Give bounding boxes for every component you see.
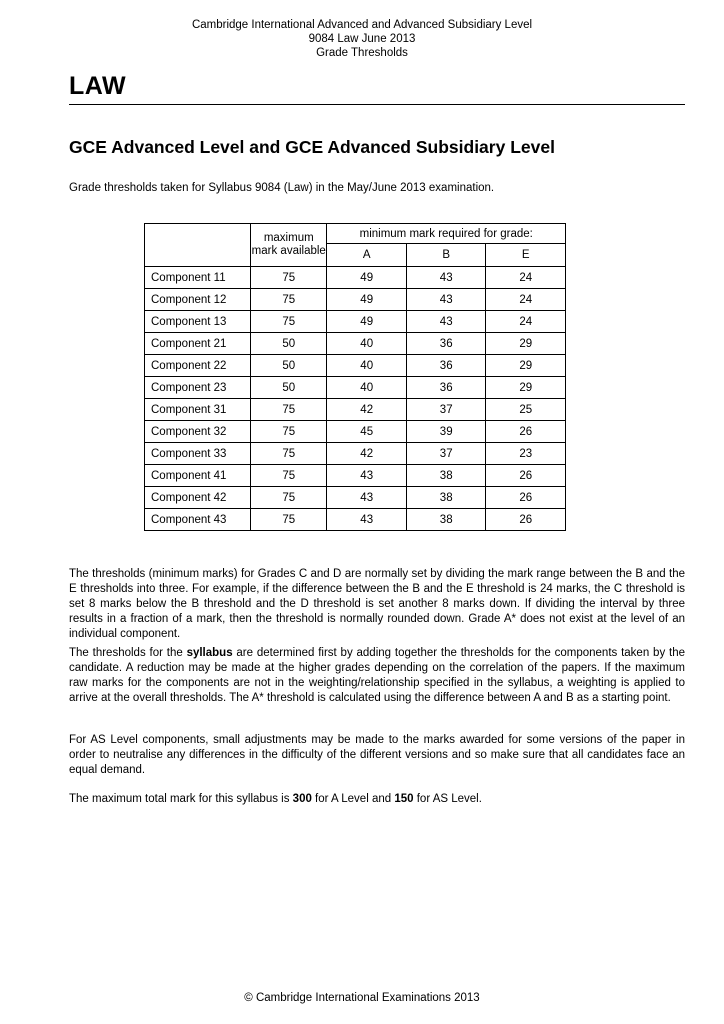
grade-a-cell: 49 — [327, 289, 407, 311]
grade-b-cell: 43 — [406, 267, 486, 289]
table-row — [145, 267, 566, 289]
header-line-3: Grade Thresholds — [316, 47, 408, 59]
grade-b-cell: 37 — [406, 399, 486, 421]
p4-text-3: for AS Level. — [413, 793, 482, 805]
component-cell: Component 12 — [145, 289, 251, 311]
max-mark-cell: 75 — [251, 267, 327, 289]
max-mark-cell: 75 — [251, 289, 327, 311]
grade-b-cell: 36 — [406, 333, 486, 355]
grade-a-cell: 40 — [327, 377, 407, 399]
grade-a-cell: 43 — [327, 487, 407, 509]
header-line-2: 9084 Law June 2013 — [308, 33, 416, 45]
subject-title: LAW — [69, 72, 127, 100]
grade-thresholds-table — [144, 223, 566, 531]
header-divider — [69, 104, 685, 105]
grade-e-cell: 25 — [486, 399, 566, 421]
grade-e-cell: 24 — [486, 289, 566, 311]
p4-text-2: for A Level and — [311, 793, 395, 805]
table-corner-cell — [145, 224, 251, 267]
grade-e-cell: 24 — [486, 267, 566, 289]
table-row — [145, 443, 566, 465]
grade-a-cell: 49 — [327, 267, 407, 289]
grade-e-cell: 29 — [486, 377, 566, 399]
component-cell: Component 41 — [145, 465, 251, 487]
p2-text-2: are determined first by adding together the thresholds for the components taken by the candidate. A reduction may be made at the higher grades depending on the correlation of the papers. If the maximum raw marks for the components are not in the weighting/relationship specified in the syllabus, a weighting is applied to arrive at the overall thresholds. The A* threshold is calculated using the difference between A and B as a starting point. — [69, 647, 685, 704]
copyright-footer: © Cambridge International Examinations 2013 — [244, 992, 480, 1004]
max-mark-cell: 75 — [251, 465, 327, 487]
paragraph-syllabus-thresholds — [69, 646, 685, 706]
max-mark-cell: 75 — [251, 487, 327, 509]
grade-a-header: A — [327, 244, 407, 267]
p2-bold-syllabus: syllabus — [186, 647, 233, 659]
max-mark-cell: 75 — [251, 311, 327, 333]
table-row — [145, 311, 566, 333]
grade-a-cell: 49 — [327, 311, 407, 333]
component-cell: Component 22 — [145, 355, 251, 377]
max-mark-cell: 75 — [251, 421, 327, 443]
intro-text: Grade thresholds taken for Syllabus 9084 (Law) in the May/June 2013 examination. — [69, 182, 495, 194]
max-mark-cell: 50 — [251, 355, 327, 377]
component-cell: Component 11 — [145, 267, 251, 289]
table-row — [145, 377, 566, 399]
component-cell: Component 43 — [145, 509, 251, 531]
component-cell: Component 23 — [145, 377, 251, 399]
component-cell: Component 31 — [145, 399, 251, 421]
grade-a-cell: 40 — [327, 333, 407, 355]
table-row — [145, 487, 566, 509]
table-row — [145, 421, 566, 443]
component-cell: Component 33 — [145, 443, 251, 465]
p4-as-level-max: 150 — [394, 793, 414, 805]
grade-b-cell: 38 — [406, 487, 486, 509]
grade-b-cell: 36 — [406, 377, 486, 399]
p4-a-level-max: 300 — [292, 793, 312, 805]
paragraph-as-level: For AS Level components, small adjustments may be made to the marks awarded for some versions of the paper in order to neutralise any differences in the difficulty of the different versions and so make sure that all candidates face an equal demand. — [69, 734, 685, 776]
component-cell: Component 32 — [145, 421, 251, 443]
paragraph-c-d-thresholds: The thresholds (minimum marks) for Grades C and D are normally set by dividing the mark range between the B and the E thresholds into three. For example, if the difference between the B and the E threshold is 24 marks, the C threshold is set 8 marks below the B threshold and the D threshold is set another 8 marks down. If dividing the interval by three results in a fraction of a mark, then the threshold is normally rounded down. Grade A* does not exist at the level of an individual component. — [69, 568, 685, 640]
max-mark-cell: 50 — [251, 377, 327, 399]
grade-e-header: E — [486, 244, 566, 267]
table-row — [145, 465, 566, 487]
max-mark-cell: 75 — [251, 509, 327, 531]
grade-a-cell: 40 — [327, 355, 407, 377]
component-cell: Component 13 — [145, 311, 251, 333]
table-row — [145, 289, 566, 311]
grade-b-cell: 43 — [406, 289, 486, 311]
grade-e-cell: 26 — [486, 487, 566, 509]
grade-e-cell: 26 — [486, 509, 566, 531]
max-mark-cell: 75 — [251, 443, 327, 465]
grade-e-cell: 23 — [486, 443, 566, 465]
grade-e-cell: 24 — [486, 311, 566, 333]
grade-b-cell: 36 — [406, 355, 486, 377]
p4-text-1: The maximum total mark for this syllabus is — [69, 793, 293, 805]
header-line-1: Cambridge International Advanced and Advanced Subsidiary Level — [191, 19, 533, 31]
grade-e-cell: 29 — [486, 355, 566, 377]
grade-b-cell: 38 — [406, 465, 486, 487]
grade-a-cell: 43 — [327, 509, 407, 531]
grade-a-cell: 43 — [327, 465, 407, 487]
grade-b-cell: 38 — [406, 509, 486, 531]
p2-text-1: The thresholds for the — [69, 647, 187, 659]
grade-b-header: B — [406, 244, 486, 267]
grade-a-cell: 42 — [327, 443, 407, 465]
grade-b-cell: 39 — [406, 421, 486, 443]
max-mark-cell: 50 — [251, 333, 327, 355]
table-row — [145, 509, 566, 531]
page-heading: GCE Advanced Level and GCE Advanced Subsidiary Level — [69, 137, 555, 157]
table-row — [145, 355, 566, 377]
max-mark-cell: 75 — [251, 399, 327, 421]
table-row — [145, 399, 566, 421]
grade-e-cell: 29 — [486, 333, 566, 355]
grade-e-cell: 26 — [486, 465, 566, 487]
grade-b-cell: 37 — [406, 443, 486, 465]
component-cell: Component 21 — [145, 333, 251, 355]
grade-a-cell: 42 — [327, 399, 407, 421]
min-mark-header: minimum mark required for grade: — [327, 224, 566, 244]
grade-b-cell: 43 — [406, 311, 486, 333]
component-cell: Component 42 — [145, 487, 251, 509]
max-mark-header: maximum mark available — [251, 224, 327, 267]
paragraph-max-total — [69, 792, 685, 807]
table-row — [145, 333, 566, 355]
grade-e-cell: 26 — [486, 421, 566, 443]
grade-a-cell: 45 — [327, 421, 407, 443]
